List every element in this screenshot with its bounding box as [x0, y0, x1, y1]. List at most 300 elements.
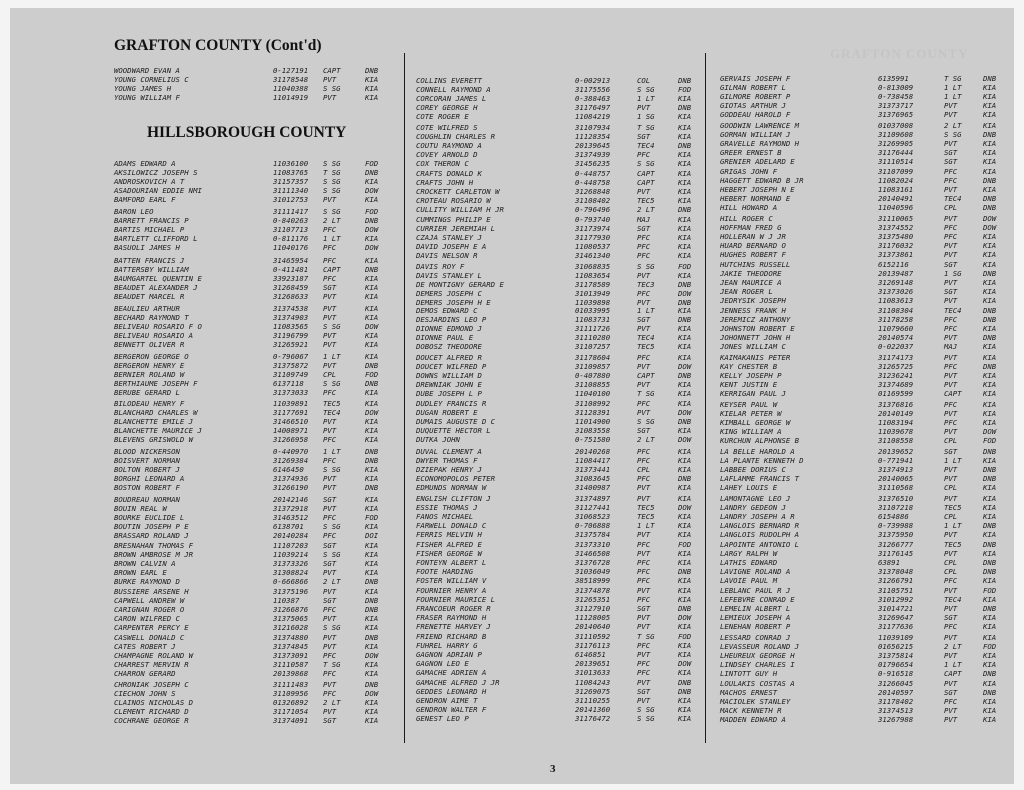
entry-serial: 31378048 [878, 566, 914, 576]
entry-status: DNB [678, 603, 692, 613]
entry-serial: 31376965 [878, 109, 914, 119]
entry-name: KENT JUSTIN E [720, 379, 778, 389]
entry-status: DNB [365, 360, 379, 370]
entry-serial: 31176032 [878, 240, 914, 250]
entry-rank: SGT [637, 314, 651, 324]
entry-rank: PVT [637, 695, 651, 705]
entry-status: KIA [983, 575, 997, 585]
entry-name: LA PLANTE KENNETH D [720, 455, 804, 465]
entry-status: KIA [365, 233, 379, 243]
entry-serial: 01656215 [878, 641, 914, 651]
entry-name: LAMONTAGNE LEO J [720, 494, 791, 503]
entry-name: DUGAN ROBERT E [416, 407, 478, 417]
entry-status: KIA [365, 256, 379, 265]
entry-serial: 31128391 [575, 407, 611, 417]
entry-status: DNB [678, 678, 692, 687]
entry-rank: CAPT [944, 388, 962, 398]
entry-name: COVEY ARNOLD D [416, 149, 478, 159]
entry-serial: 31376816 [878, 400, 914, 409]
entry-rank: CAPT [637, 370, 655, 380]
entry-name: LAVOIE PAUL M [720, 575, 778, 585]
entry-name: FERRIS MELVIN H [416, 529, 482, 539]
entry-name: BOLTON ROBERT J [114, 464, 180, 474]
entry-name: DE MONTIGNY GERARD E [416, 279, 504, 289]
entry-status: KIA [365, 416, 379, 426]
entry-group [416, 400, 706, 444]
entry-status: DOW [365, 321, 379, 331]
entry-name: FOSTER WILLIAM V [416, 575, 487, 585]
entry-name: LEFEBVRE CONRAD E [720, 594, 795, 604]
entry-status: KIA [983, 121, 997, 130]
roster-entry [114, 670, 404, 679]
entry-serial: 31177930 [575, 232, 611, 242]
entry-rank: 2 LT [944, 641, 962, 651]
entry-name: DWYER THOMAS F [416, 455, 478, 465]
entry-serial: 31177691 [273, 407, 309, 417]
entry-name: LANDRY GEDEON J [720, 502, 786, 512]
entry-group [416, 216, 706, 260]
entry-serial: 31174173 [878, 353, 914, 362]
entry-serial: 31108402 [575, 195, 611, 205]
entry-serial: 11039891 [273, 399, 309, 408]
entry-status: KIA [678, 494, 692, 503]
entry-rank: SGT [323, 558, 337, 568]
column-divider [705, 53, 706, 743]
entry-serial: 0-738458 [878, 91, 914, 101]
entry-serial: 20140149 [878, 408, 914, 418]
entry-status: KIA [365, 330, 379, 340]
entry-name: BURKE RAYMOND D [114, 576, 180, 586]
entry-name: LOULAKIS COSTAS A [720, 679, 795, 688]
entry-name: CARPENTER PERCY E [114, 622, 189, 632]
entry-status: KIA [983, 231, 997, 241]
entry-name: BERTHIAUME JOSEPH F [114, 378, 198, 388]
entry-status: KIA [365, 706, 379, 716]
entry-serial: 01033995 [575, 306, 611, 315]
entry-rank: PVT [944, 240, 958, 250]
entry-serial: 31374878 [575, 586, 611, 595]
entry-serial: 31013949 [575, 288, 611, 298]
entry-group [114, 400, 404, 444]
entry-serial: 31127910 [575, 603, 611, 613]
entry-serial: 14008971 [273, 425, 309, 435]
entry-rank: S SG [637, 713, 655, 723]
entry-status: DNB [983, 473, 997, 483]
entry-rank: T SG [323, 659, 341, 669]
entry-rank: TEC5 [323, 399, 341, 408]
entry-status: DNB [983, 193, 997, 203]
entry-name: JOHNSTON ROBERT E [720, 323, 795, 333]
entry-serial: 31268459 [273, 282, 309, 292]
entry-name: BARRETT FRANCIS P [114, 215, 189, 225]
entry-rank: PFC [323, 387, 337, 397]
entry-status: KIA [983, 705, 997, 715]
entry-name: BROWN CALVIN A [114, 558, 176, 568]
entry-rank: 1 SG [637, 111, 655, 121]
entry-group [720, 75, 1015, 119]
entry-serial: 31374880 [273, 633, 309, 642]
entry-status: FOD [983, 586, 997, 595]
entry-name: GIOTAS ARTHUR J [720, 100, 786, 110]
entry-name: KELLY JOSEPH P [720, 370, 782, 380]
entry-name: CHAMPAGNE ROLAND W [114, 650, 194, 660]
entry-group [416, 679, 706, 723]
entry-rank: PFC [637, 667, 651, 677]
entry-name: FARWELL DONALD C [416, 520, 487, 530]
entry-serial: 31178548 [273, 74, 309, 84]
entry-status: KIA [678, 323, 692, 333]
entry-status: KIA [365, 304, 379, 313]
entry-name: BRASSARD ROLAND J [114, 530, 189, 540]
entry-status: KIA [365, 464, 379, 474]
entry-serial: 20142146 [273, 495, 309, 504]
entry-rank: PFC [637, 566, 651, 576]
entry-status: KIA [678, 93, 692, 103]
entry-status: KIA [365, 387, 379, 397]
entry-name: BUSSIERE ARSENE H [114, 587, 189, 596]
entry-rank: PFC [323, 455, 337, 465]
entry-status: DNB [365, 66, 379, 75]
entry-serial: 31110280 [575, 332, 611, 342]
entry-rank: PVT [637, 586, 651, 595]
entry-rank: PVT [323, 567, 337, 577]
entry-name: GAMACHE ADRIEN A [416, 667, 487, 677]
entry-name: DUBE JOSEPH L P [416, 388, 482, 398]
entry-serial: 31373326 [273, 558, 309, 568]
entry-rank: PVT [944, 277, 958, 287]
entry-rank: PVT [637, 678, 651, 687]
entry-status: DNB [365, 167, 379, 177]
entry-rank: PFC [944, 222, 958, 232]
entry-name: BILODEAU HENRY F [114, 399, 185, 408]
roster-entry [416, 669, 706, 678]
entry-serial: 31376510 [878, 494, 914, 503]
entry-serial: 20141360 [575, 704, 611, 714]
entry-rank: PVT [637, 494, 651, 503]
entry-name: COTE ROGER E [416, 111, 469, 121]
entry-rank: PVT [637, 270, 651, 280]
entry-status: KIA [983, 594, 997, 604]
entry-name: ENGLISH CLIFTON J [416, 494, 491, 503]
entry-serial: 31107713 [273, 224, 309, 234]
entry-status: DNB [983, 175, 997, 185]
entry-serial: 31266045 [878, 679, 914, 688]
entry-rank: CAPT [637, 169, 655, 178]
entry-status: KIA [365, 291, 379, 301]
entry-name: COTE WILFRED S [416, 123, 478, 132]
entry-status: KIA [983, 659, 997, 669]
entry-rank: PVT [637, 186, 651, 196]
entry-name: CUMMINGS PHILIP E [416, 215, 491, 224]
entry-status: DNB [365, 680, 379, 689]
entry-status: KIA [983, 529, 997, 539]
entry-rank: PFC [323, 604, 337, 614]
entry-status: DNB [983, 202, 997, 212]
entry-serial: 31178604 [575, 353, 611, 362]
entry-status: KIA [983, 408, 997, 418]
entry-name: ADAMS EDWARD A [114, 159, 176, 168]
entry-serial: 01037008 [878, 121, 914, 130]
entry-status: KIA [365, 558, 379, 568]
entry-rank: PVT [323, 587, 337, 596]
entry-rank: S SG [323, 185, 341, 195]
entry-rank: PFC [323, 530, 337, 540]
entry-rank: PFC [323, 688, 337, 698]
entry-rank: 1 LT [323, 352, 341, 361]
roster-entry [720, 484, 1015, 493]
entry-rank: PVT [944, 473, 958, 483]
entry-rank: PVT [323, 473, 337, 483]
entry-serial: 31109749 [273, 369, 309, 379]
entry-status: FOD [365, 512, 379, 522]
entry-name: CURRIER JEREMIAH L [416, 223, 496, 233]
entry-rank: T SG [637, 632, 655, 641]
entry-name: DEMERS JOSEPH H E [416, 297, 491, 307]
entry-status: DNB [983, 129, 997, 139]
entry-serial: 6146851 [575, 649, 606, 659]
entry-status: DNB [678, 473, 692, 483]
roster-entry [416, 160, 706, 169]
entry-name: JONES WILLIAM C [720, 341, 786, 351]
entry-group [416, 587, 706, 631]
entry-name: GENEST LEO P [416, 713, 469, 723]
entry-serial: 31107099 [878, 167, 914, 176]
entry-status: KIA [365, 339, 379, 349]
entry-name: MACK KENNETH R [720, 705, 782, 715]
entry-status: KIA [983, 502, 997, 512]
entry-serial: 31373091 [273, 650, 309, 660]
entry-serial: 31107934 [575, 123, 611, 132]
entry-rank: PFC [637, 658, 651, 668]
entry-status: KIA [983, 379, 997, 389]
entry-serial: 31111483 [273, 680, 309, 689]
entry-serial: 11040388 [273, 83, 309, 93]
entry-status: DNB [365, 378, 379, 388]
entry-name: KIELAR PETER W [720, 408, 782, 418]
entry-rank: 2 LT [944, 121, 962, 130]
entry-name: GAGNON LEO E [416, 658, 469, 668]
entry-name: DAVIS STANLEY L [416, 270, 482, 280]
entry-name: BOURKE EUCLIDE L [114, 512, 185, 522]
entry-status: KIA [365, 194, 379, 204]
entry-status: KIA [365, 434, 379, 444]
entry-serial: 6138701 [273, 521, 304, 531]
entry-rank: SGT [637, 686, 651, 696]
entry-status: DOW [365, 407, 379, 417]
entry-name: BOUDREAU NORMAN [114, 495, 180, 504]
entry-rank: CPL [323, 369, 337, 379]
entry-status: KIA [983, 184, 997, 194]
entry-status: KIA [678, 270, 692, 280]
entry-status: KIA [678, 695, 692, 705]
entry-rank: TEC4 [944, 594, 962, 604]
entry-rank: PFC [323, 273, 337, 283]
entry-group [416, 77, 706, 121]
entry-name: CROCKETT CARLETON W [416, 186, 500, 196]
entry-name: DOUCET ALFRED R [416, 353, 482, 362]
entry-name: BATTERSBY WILLIAM [114, 264, 189, 274]
entry-rank: S SG [637, 158, 655, 168]
entry-serial: 31266190 [273, 482, 309, 492]
entry-rank: SGT [944, 147, 958, 157]
entry-status: KIA [983, 621, 997, 631]
roster-entry [114, 532, 404, 541]
entry-serial: 31110592 [575, 632, 611, 641]
entry-name: ASADOURIAN EDDIE NMI [114, 185, 202, 195]
entry-rank: PFC [323, 242, 337, 252]
roster-entry [114, 578, 404, 587]
entry-serial: 31036049 [575, 566, 611, 576]
entry-serial: 0-448758 [575, 177, 611, 187]
entry-rank: S SG [323, 159, 341, 168]
entry-rank: 2 LT [637, 204, 655, 214]
entry-serial: 31374913 [878, 464, 914, 474]
entry-name: LARGY RALPH W [720, 548, 778, 558]
entry-serial: 20140284 [273, 530, 309, 540]
entry-serial: 31268633 [273, 291, 309, 301]
entry-serial: 31374091 [273, 715, 309, 725]
entry-name: KAIMAKANIS PETER [720, 353, 791, 362]
entry-rank: PVT [944, 295, 958, 305]
entry-status: KIA [678, 455, 692, 465]
entry-rank: PVT [944, 408, 958, 418]
entry-serial: 31372918 [273, 503, 309, 513]
entry-group [416, 541, 706, 585]
entry-rank: 1 LT [944, 455, 962, 465]
entry-name: BERGERON HENRY E [114, 360, 185, 370]
entry-name: CARIGNAN ROGER O [114, 604, 185, 614]
entry-serial: 01326892 [273, 697, 309, 707]
entry-rank: PVT [637, 482, 651, 492]
entry-name: FUHREL HARRY G [416, 640, 478, 650]
entry-rank: PFC [944, 175, 958, 185]
entry-serial: 11039678 [878, 426, 914, 436]
entry-status: DNB [678, 314, 692, 324]
entry-rank: MAJ [637, 215, 651, 224]
entry-rank: SGT [323, 595, 337, 605]
entry-group [416, 263, 706, 307]
entry-rank: PFC [637, 473, 651, 483]
entry-name: MACHOS ERNEST [720, 687, 778, 697]
entry-rank: 1 LT [944, 520, 962, 530]
entry-name: COLLINS EVERETT [416, 76, 482, 85]
entry-rank: S SG [323, 207, 341, 216]
entry-status: DNB [365, 604, 379, 614]
entry-status: KIA [365, 399, 379, 408]
roster-entry [720, 251, 1015, 260]
entry-serial: 63891 [878, 557, 900, 567]
entry-serial: 0-407880 [575, 370, 611, 380]
entry-name: BEAUDET MARCEL R [114, 291, 185, 301]
entry-rank: PFC [637, 455, 651, 465]
entry-serial: 31110065 [878, 214, 914, 223]
entry-rank: PVT [944, 529, 958, 539]
entry-rank: SGT [944, 447, 958, 456]
entry-rank: TEC4 [323, 407, 341, 417]
entry-serial: 20140640 [575, 621, 611, 631]
entry-rank: 2 LT [323, 576, 341, 586]
entry-rank: PFC [323, 224, 337, 234]
entry-name: GAMACHE ALFRED J JR [416, 678, 500, 687]
entry-status: KIA [983, 714, 997, 724]
roster-entry [114, 196, 404, 205]
entry-rank: PFC [944, 314, 958, 324]
entry-serial: 11128354 [575, 131, 611, 141]
entry-rank: S SG [323, 176, 341, 186]
entry-serial: 0-002913 [575, 76, 611, 85]
entry-rank: PFC [637, 149, 651, 159]
entry-name: CHRONIAK JOSEPH C [114, 680, 189, 689]
entry-status: KIA [678, 586, 692, 595]
entry-rank: 1 LT [944, 91, 962, 101]
entry-name: LANDRY JOSEPH A R [720, 511, 795, 521]
entry-rank: PVT [323, 416, 337, 426]
entry-name: BEAULIEU ARTHUR [114, 304, 180, 313]
entry-status: KIA [365, 282, 379, 292]
entry-serial: 0-771941 [878, 455, 914, 465]
entry-rank: TEC5 [637, 341, 655, 351]
roster-entry [720, 623, 1015, 632]
entry-name: BERGERON GEORGE O [114, 352, 189, 361]
entry-serial: 11039109 [878, 633, 914, 642]
entry-status: DNB [983, 687, 997, 697]
entry-rank: CPL [944, 511, 958, 521]
entry-name: JEDRYSIK JOSEPH [720, 295, 786, 305]
entry-status: DOW [678, 361, 692, 371]
entry-status: KIA [365, 92, 379, 102]
entry-status: KIA [678, 548, 692, 558]
entry-status: DNB [678, 686, 692, 696]
entry-serial: 11128005 [575, 612, 611, 622]
entry-status: FOD [365, 159, 379, 168]
entry-name: HAGGETT EDWARD B JR [720, 175, 804, 185]
entry-rank: S SG [323, 622, 341, 632]
entry-rank: CPL [944, 482, 958, 492]
entry-rank: TEC4 [637, 140, 655, 150]
entry-rank: PVT [944, 184, 958, 194]
entry-name: YOUNG WILLIAM F [114, 92, 180, 102]
entry-name: DEMOS EDWARD C [416, 306, 478, 315]
entry-group [416, 170, 706, 214]
entry-status: KIA [365, 176, 379, 186]
entry-name: COREY GEORGE H [416, 102, 478, 112]
entry-name: BOISVERT NORMAN [114, 455, 180, 465]
entry-serial: 31178402 [878, 696, 914, 706]
entry-serial: 31068835 [575, 262, 611, 271]
entry-status: DNB [365, 576, 379, 586]
entry-name: GORMAN WILLIAM J [720, 129, 791, 139]
entry-serial: 11079660 [878, 323, 914, 333]
entry-rank: CPL [637, 464, 651, 474]
entry-name: JENNESS FRANK H [720, 306, 786, 315]
entry-serial: 31013633 [575, 667, 611, 677]
entry-name: DUTKA JOHN [416, 434, 460, 444]
roster-entry [720, 343, 1015, 352]
entry-serial: 38518999 [575, 575, 611, 585]
entry-name: BAUMGARTEL QUENTIN E [114, 273, 202, 283]
entry-status: DNB [983, 332, 997, 342]
entry-status: DNB [983, 306, 997, 315]
entry-serial: 31374552 [878, 222, 914, 232]
roster-entry [720, 670, 1015, 679]
entry-serial: 31265725 [878, 361, 914, 371]
entry-name: CULLITY WILLIAM H JR [416, 204, 504, 214]
entry-rank: TEC4 [637, 332, 655, 342]
entry-serial: 31236241 [878, 370, 914, 380]
entry-status: KIA [983, 482, 997, 492]
entry-name: MACIOLEK STANLEY [720, 696, 791, 706]
entry-rank: PVT [637, 379, 651, 389]
